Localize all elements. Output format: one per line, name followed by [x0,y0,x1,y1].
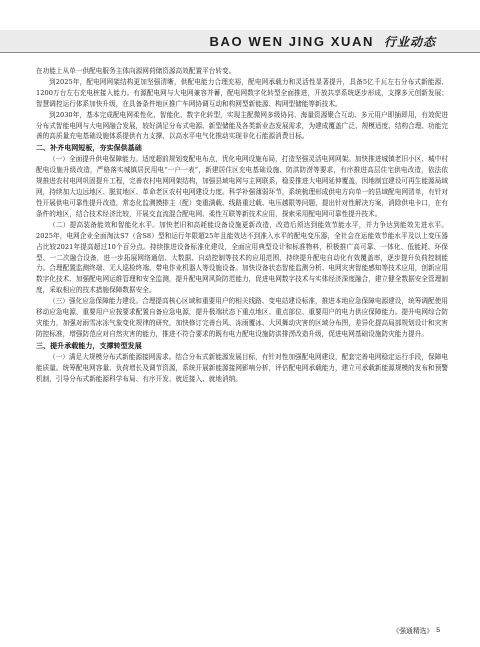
body-paragraph: 到2030年，基本完成配电网柔性化、智能化、数字化转型，实现主配微网多级协同、海量资源聚合互动、多元用户即插即用，有效促进分布式智能电网与大电网融合发展，较好满足分布式电源、新型储能及各类新业态发展需求，为建成覆盖广泛、规模适度、结构合理、功能完善的高质量充电基础设施体系提供有力支撑，以高水平电气化推动实现非化石能源消费目标。 [36,110,448,141]
body-paragraph: （一）满足大规模分布式新能源接网需求。结合分布式新能源发展目标，有针对性加强配电网建设，配套完善电网稳定运行手段，保障电能质量。统筹配电网容量、负荷增长及调节资源，系统开展新能源接网影响分析，评估配电网承载能力，建立可承载新能源规模的发布和预警机制，引导分布式新能源科学布局、有序开发、就近接入、就地消纳。 [36,352,448,383]
section-heading: 三、提升承载能力，支撑转型发展 [36,341,142,350]
header-title [210,32,436,50]
footer-book-title: 《强通精选》 [392,627,434,635]
header-rule [0,52,480,53]
body-paragraph: 到2025年，配电网网架结构更加坚强清晰，供配电能力合理充裕，配电网承载力和灵活性显著提升，具备5亿千瓦左右分布式新能源、1200万台左右充电桩接入能力。有源配电网与大电网兼容并蓄，配电网数字化转型全面推进，开放共享系统逐步形成，支撑多元创新发展；智慧调控运行体系加快升级，在具备条件地区推广车网协调互动和构网型新能源、构网型储能等新技术。 [36,77,448,108]
header-title-cn: 行业动态 [383,34,436,49]
page-footer [392,625,440,635]
page-header [0,0,480,62]
body-paragraph: （三）强化应急保障能力建设。合理提高核心区域和重要用户的相关线路、变电站建设标准，推进本地应急保障电源建设，统筹调配使用移动应急电源，重要用户应按要求配置自备应急电源，提升极端状态下重点地区、重点部位、重要用户的电力供应保障能力。提升电网综合防灾能力，加强对雨雪冰冻气象变化规律的研究，加快修订完善台风、冻雨覆冰、大风舞动灾害的区域分布图，差异化提高局部规划设计和灾害防控标准，增强防范应对自然灾害的能力，推进不符合要求的既有电力配电设施防洪排涝改造升级，促进电网基础设施防灾能力提升。 [36,297,448,338]
section-heading: 二、补齐电网短板，夯实保供基础 [36,144,142,153]
article-body [36,66,448,384]
body-paragraph: 在功能上从单一供配电服务主体向源网荷储资源高效配置平台转变。 [36,67,236,75]
body-paragraph: （二）提高装备能效和智能化水平。加快老旧和高耗能设备设施更新改造，改造后须达到能效节能水平，并力争达到能效先进水平。2025年，电网企业全面淘汰S7（含S8）型和运行年限超25年且能效达不到准入水平的配电变压器，全社会在运能效节能水平及以上变压器占比较2021年提高超过10个百分点。持续推进设备标准化建设，全面应用典型设计和标准物料，积极推广高可靠、一体化、低能耗、环保型、一二次融合设备，进一步拓展网络通信、大数据、自动控制等技术的应用范围，持续提升配电自动化有效覆盖率，逐步提升负荷控制能力。合理配置监测终端、无人巡检终端、带电作业机器人等设施设备。加快设备状态智能监测分析、电网灾害智能感知等技术应用，创新应用数字化技术、加强配电网运维管理和安全监测，提升配电网风险防范能力，促进电网数字技术与实体经济深度融合，建立健全数据安全管理制度，采取相应的技术措施保障数据安全。 [36,220,448,295]
header-title-en: BAO WEN JING XUAN [209,33,374,49]
page-number: 5 [436,626,440,634]
body-paragraph: （一）全面提升供电保障能力。适度超前规划变配电布点，优化电网设施布局，打造坚强灵活电网网架。加快推进城镇老旧小区、城中村配电设施升级改造，严格落实城镇居民用电“一户一表”，新建居住区充电基础设施、防洪防涝等要求，有序推进高层住宅供电改造，依法依规推进农村电网巩固提升工程，完善农村电网网架结构，加强县域电网与主网联系，稳妥推进大电网延伸覆盖，因地制宜建设可再生能源局域网，持续加大边远地区、脱贫地区、革命老区农村电网建设力度。科学补强薄弱环节，系统梳理形成供电方向单一的县域配电网清单，有针对性开展供电可靠性提升改造，常态化监测摸排主（配）变重满载、线路重过载、电压越限等问题，提出针对性解决方案，消除供电卡口，在有条件的地区，结合技术经济比较，开展交直流混合配电网、柔性互联等新技术应用，探索采用配电网可靠性提升技术。 [36,155,448,218]
